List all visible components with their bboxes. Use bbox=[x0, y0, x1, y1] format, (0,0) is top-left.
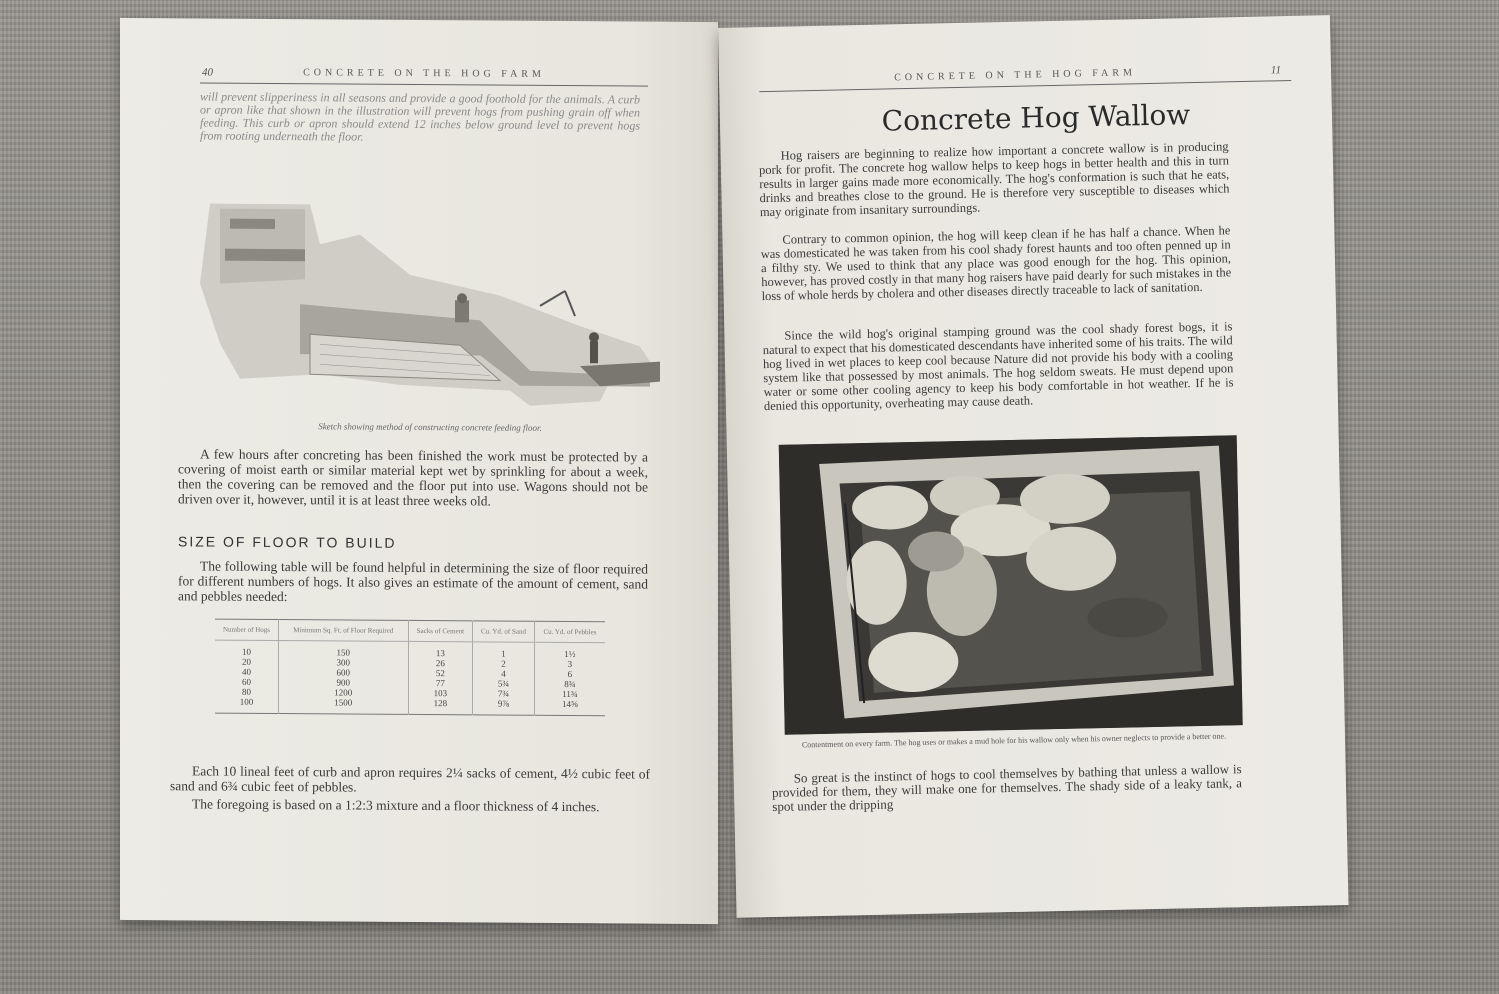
table-cell: 7¾ bbox=[473, 688, 535, 698]
table-cell: 600 bbox=[279, 667, 409, 678]
paragraph-2: Contrary to common opinion, the hog will keep clean if he has half a chance. When he was domesticated he was taken from his cool shady forest haunts and too often penned up in a filthy sty. We used to think that any place was good enough for the hog. This opinion, however, has proved costly in that many hog raisers have paid dearly for such mistakes in the loss of whole herds by cholera and other diseases directly traceable to lack of sanitation. bbox=[760, 223, 1232, 304]
table-cell: 77 bbox=[408, 678, 473, 688]
table-cell: 26 bbox=[408, 658, 473, 668]
table-cell: 52 bbox=[408, 668, 473, 678]
table-cell: 6 bbox=[534, 669, 605, 679]
left-page bbox=[120, 18, 718, 924]
table-cell: 5¾ bbox=[473, 678, 535, 688]
intro-paragraph: will prevent slipperiness in all seasons and provide a good foothold for the animals. A curb or apron like that shown in the illustration will prevent hogs from pushing grain off when feeding. This curb or apron should extend 12 inches below ground level to prevent hogs from rooting underneath the floor. bbox=[200, 89, 640, 144]
table-cell: 128 bbox=[408, 698, 473, 715]
table-cell: 150 bbox=[279, 641, 409, 658]
curb-paragraph: Each 10 lineal feet of curb and apron requires 2¼ sacks of cement, 4½ cubic feet of sand and 6¾ cubic feet of pebbles. bbox=[170, 763, 650, 795]
paragraph-4: So great is the instinct of hogs to cool themselves by bathing that unless a wallow is provided for them, they will make one for themselves. The shady side of a leaky tank, a spot under the dripping bbox=[771, 761, 1243, 815]
table-cell: 3 bbox=[534, 659, 605, 669]
photo-caption: Contentment on every farm. The hog uses or makes a mud hole for his wallow only when his owner neglects to provide a better one. bbox=[801, 731, 1227, 750]
page-title: Concrete Hog Wallow bbox=[881, 98, 1191, 138]
table-cell: 103 bbox=[408, 688, 473, 698]
curing-paragraph: A few hours after concreting has been finished the work must be protected by a covering of moist earth or similar material kept wet by sprinkling for about a week, then the covering can be removed and the floor put into use. Wagons should not be driven over it, however, until it is at least three weeks old. bbox=[178, 446, 648, 509]
table-cell: 14⅝ bbox=[534, 699, 605, 716]
table-cell: 10 bbox=[242, 646, 251, 657]
page-number: 11 bbox=[1270, 64, 1282, 77]
paragraph-1: Hog raisers are beginning to realize how important a concrete wallow is in producing pork for profit. The concrete hog wallow helps to keep hogs in better health and this in turn results in larger gains made more economically. The hog's conformation is such that he eats, drinks and breathes close to the ground. He is therefore very susceptible to diseases which may originate from insanitary surroundings. bbox=[758, 139, 1230, 220]
table-header-cell: Cu. Yd. of Pebbles bbox=[534, 621, 605, 642]
table-header-cell: Minimum Sq. Ft. of Floor Required bbox=[279, 620, 409, 642]
running-header: CONCRETE ON THE HOG FARM bbox=[303, 67, 545, 80]
table-cell: 900 bbox=[279, 677, 409, 688]
paragraph-3: Since the wild hog's original stamping ground was the cool shady forest bogs, it is natural to expect that his domesticated descendants have inherited some of his traits. The wild hog lived in wet places to keep cool because Nature did not provide his body with a cooling system like that possessed by most animals. The hog seldom sweats. He must depend upon water or some other cooling agency to keep his body comfortable in hot weather. If he is denied this opportunity, overheating may cause death. bbox=[762, 319, 1234, 414]
table-cell: 8¾ bbox=[534, 679, 605, 689]
page-number: 40 bbox=[202, 66, 213, 79]
table-cell: 1500 bbox=[279, 697, 409, 714]
table-cell: 300 bbox=[279, 657, 409, 668]
table-cell: 40 bbox=[242, 666, 251, 677]
table-cell: 11¾ bbox=[534, 689, 605, 699]
table-header-cell: Cu. Yd. of Sand bbox=[473, 621, 535, 642]
table-cell: 80 bbox=[242, 686, 251, 697]
feeding-floor-illustration bbox=[200, 203, 660, 421]
table-cell: 20 bbox=[242, 656, 251, 667]
table-cell: 13 bbox=[408, 641, 473, 658]
table-cell: 9⅞ bbox=[473, 698, 535, 715]
table-cell: 100 bbox=[239, 696, 254, 707]
table-intro-paragraph: The following table will be found helpful in determining the size of floor required for different numbers of hogs. It also gives an estimate of the amount of cement, sand and pebbles needed: bbox=[178, 558, 648, 605]
running-header: CONCRETE ON THE HOG FARM bbox=[894, 67, 1137, 84]
table-cell: 1200 bbox=[279, 687, 409, 698]
floor-size-table bbox=[215, 619, 605, 717]
table-cell: 1½ bbox=[534, 642, 605, 659]
section-heading: SIZE OF FLOOR TO BUILD bbox=[178, 533, 397, 551]
table-header-cell: Number of Hogs bbox=[215, 619, 279, 640]
table-row bbox=[215, 697, 605, 716]
table-header-cell: Sacks of Cement bbox=[408, 620, 473, 641]
foregoing-paragraph: The foregoing is based on a 1:2:3 mixture and a floor thickness of 4 inches. bbox=[192, 796, 600, 815]
header-rule bbox=[200, 82, 648, 86]
table-cell: 1 bbox=[473, 642, 535, 659]
illustration-caption: Sketch showing method of constructing concrete feeding floor. bbox=[318, 421, 542, 433]
table-cell: 4 bbox=[473, 668, 535, 678]
hog-wallow-photo bbox=[779, 435, 1243, 735]
right-page bbox=[718, 15, 1349, 918]
table-cell: 60 bbox=[242, 676, 251, 687]
table-header-row bbox=[215, 619, 605, 643]
table-cell: 2 bbox=[473, 658, 535, 668]
